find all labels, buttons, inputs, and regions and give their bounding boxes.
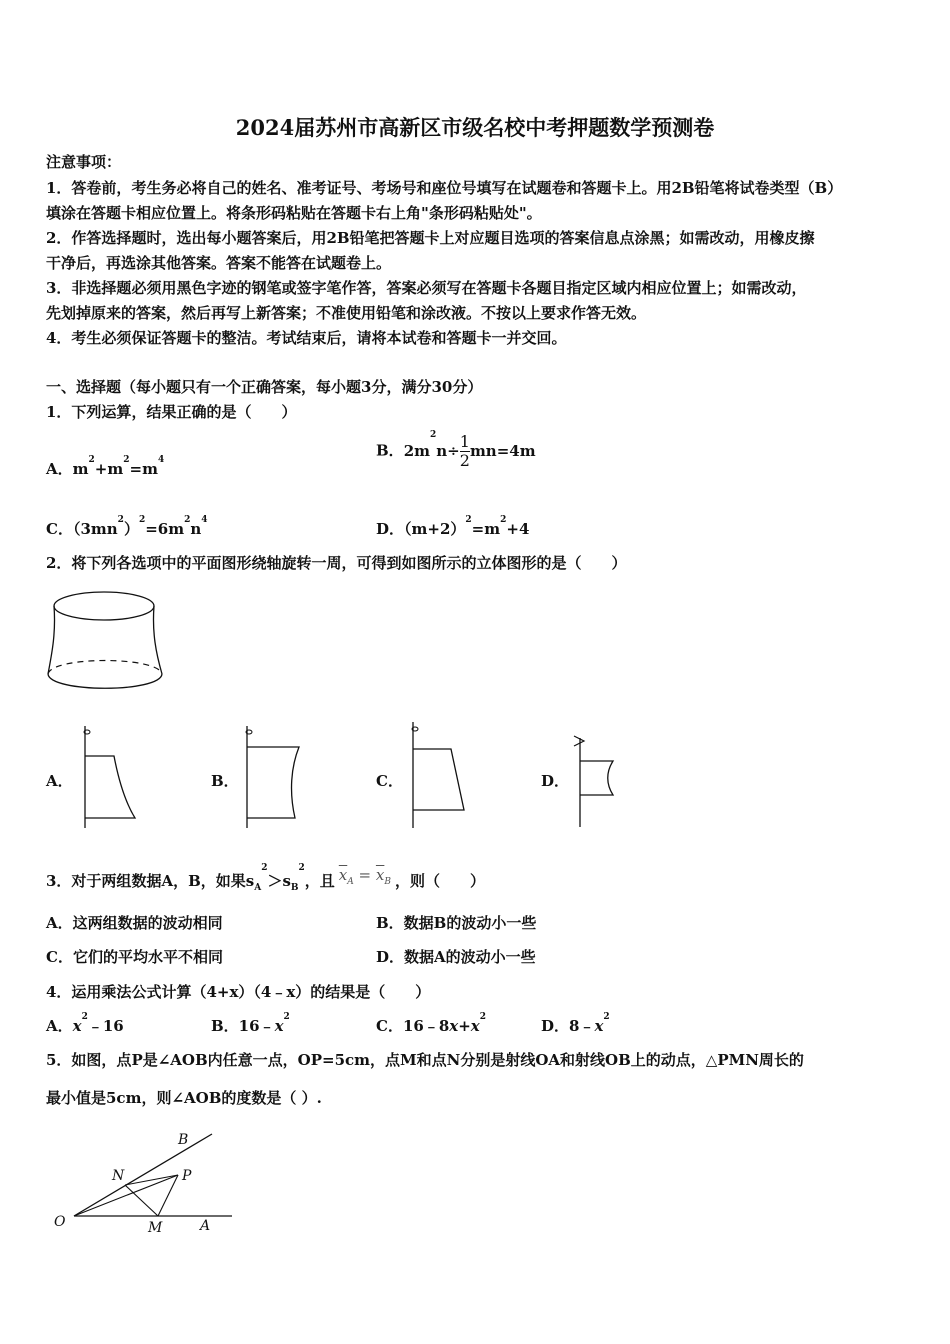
q3-option-a: A．这两组数据的波动相同	[46, 914, 223, 932]
q3-option-d: D．数据A的波动小一些	[376, 948, 536, 966]
q1-c-math: $(3mn^2)^2=6m^2n^4$	[72, 515, 208, 538]
label-o: O	[54, 1214, 66, 1230]
q1-b-fraction	[460, 433, 470, 470]
q3-option-b: B．数据B的波动小一些	[376, 914, 537, 932]
q3-stem	[46, 863, 486, 893]
q3-xb: $\overline{x}$	[375, 866, 385, 884]
q3-option-c: C．它们的平均水平不相同	[46, 948, 223, 966]
q2-option-c-label: C．	[376, 772, 403, 790]
notice-line-3: 2．作答选择题时，选出每小题答案后，用2B铅笔把答题卡上对应题目选项的答案信息点涂黑；如需改动，用橡皮擦	[46, 229, 815, 247]
q4-option-d: D．$8﹣x^2$	[541, 1012, 610, 1035]
q3-sub-b: B	[290, 883, 299, 893]
q3-mean-equation	[339, 866, 391, 887]
q1-a-math: $m^2+m^2=m^4$	[72, 455, 165, 478]
q1-b-label: B．	[376, 441, 404, 460]
notice-heading: 注意事项：	[46, 153, 122, 171]
q3-stem-end: ，则（ ）	[395, 872, 486, 890]
q5-line-2: 最小值是5cm，则∠AOB的度数是（ ）.	[46, 1089, 322, 1107]
q1-option-a	[46, 455, 165, 479]
q2-solid-figure	[40, 588, 170, 703]
q3-xa: $\overline{x}$	[338, 866, 348, 884]
q1-d-label: D．	[376, 520, 405, 538]
q5-line-1: 5．如图，点P是∠AOB内任意一点，OP=5cm，点M和点N分别是射线OA和射线OB上的动点，△PMN周长的	[46, 1051, 804, 1069]
q1-a-label: A．	[46, 460, 73, 478]
q1-b-numerator: 1	[459, 432, 470, 451]
q3-sub-a: A	[254, 883, 262, 893]
page-title: 2024届苏州市高新区市级名校中考押题数学预测卷	[235, 115, 715, 140]
section-heading: 一、选择题（每小题只有一个正确答案，每小题3分，满分30分）	[46, 378, 483, 396]
label-a: A	[200, 1218, 211, 1234]
q4-option-a: A．$x^2﹣16$	[46, 1012, 124, 1035]
q3-xa-sub: A	[347, 877, 354, 887]
q2-option-d-figure	[570, 730, 630, 830]
notice-line-7: 4．考生必须保证答题卡的整洁。考试结束后，请将本试卷和答题卡一并交回。	[46, 329, 567, 347]
q1-stem: 1．下列运算，结果正确的是（ ）	[46, 403, 297, 421]
q3-xb-sub: B	[384, 877, 391, 887]
q1-option-d	[376, 515, 530, 539]
label-b: B	[178, 1132, 189, 1148]
q2-option-a-figure	[78, 722, 148, 832]
q5-angle-figure	[40, 1122, 240, 1242]
notice-line-1: 1．答卷前，考生务必将自己的姓名、准考证号、考场号和座位号填写在试题卷和答题卡上。用2B铅笔将试卷类型（B）	[46, 179, 843, 197]
label-p: P	[182, 1168, 192, 1184]
q4-option-b: B．$16﹣x^2$	[211, 1012, 290, 1035]
q2-option-d-label: D．	[541, 772, 570, 790]
q3-stem-pre: 3．对于两组数据A，B，如果s	[46, 872, 255, 890]
q1-option-c	[46, 515, 208, 539]
q1-b-denominator: 2	[459, 451, 470, 470]
q1-option-b	[376, 430, 536, 470]
label-n: N	[112, 1168, 125, 1184]
q2-option-c-figure	[405, 716, 475, 832]
q1-d-math: $(m+2)^2=m^2+4$	[404, 515, 530, 538]
q3-eq: =	[358, 866, 372, 884]
label-m: M	[148, 1220, 163, 1236]
notice-line-5: 3．非选择题必须用黑色字迹的钢笔或签字笔作答，答案必须写在答题卡各题目指定区域内相应位置上；如需改动，	[46, 279, 807, 297]
q2-option-b-label: B．	[211, 772, 239, 790]
q2-stem: 2．将下列各选项中的平面图形绕轴旋转一周，可得到如图所示的立体图形的是（ ）	[46, 554, 627, 572]
q4-stem: 4．运用乘法公式计算（4+x）（4﹣x）的结果是（ ）	[46, 983, 431, 1001]
q2-option-a-label: A．	[46, 772, 73, 790]
q1-c-label: C．	[46, 520, 73, 538]
notice-line-4: 干净后，再选涂其他答案。答案不能答在试题卷上。	[46, 254, 392, 272]
q2-option-b-figure	[240, 722, 310, 832]
q4-option-c: C．$16﹣8x+x^2$	[376, 1012, 486, 1035]
q3-sup-b: 2	[298, 863, 305, 873]
notice-line-2: 填涂在答题卡相应位置上。将条形码粘贴在答题卡右上角"条形码粘贴处"。	[46, 204, 542, 222]
q1-b-math: $2m^2n\div$ $\frac{1}{2}$ mn=4m	[403, 430, 536, 470]
q3-stem-mid: ＞s	[267, 872, 291, 890]
q3-stem-post: ，且	[304, 872, 335, 890]
notice-line-6: 先划掉原来的答案，然后再写上新答案；不准使用铅笔和涂改液。不按以上要求作答无效。	[46, 304, 647, 322]
q3-sup-a: 2	[261, 863, 268, 873]
